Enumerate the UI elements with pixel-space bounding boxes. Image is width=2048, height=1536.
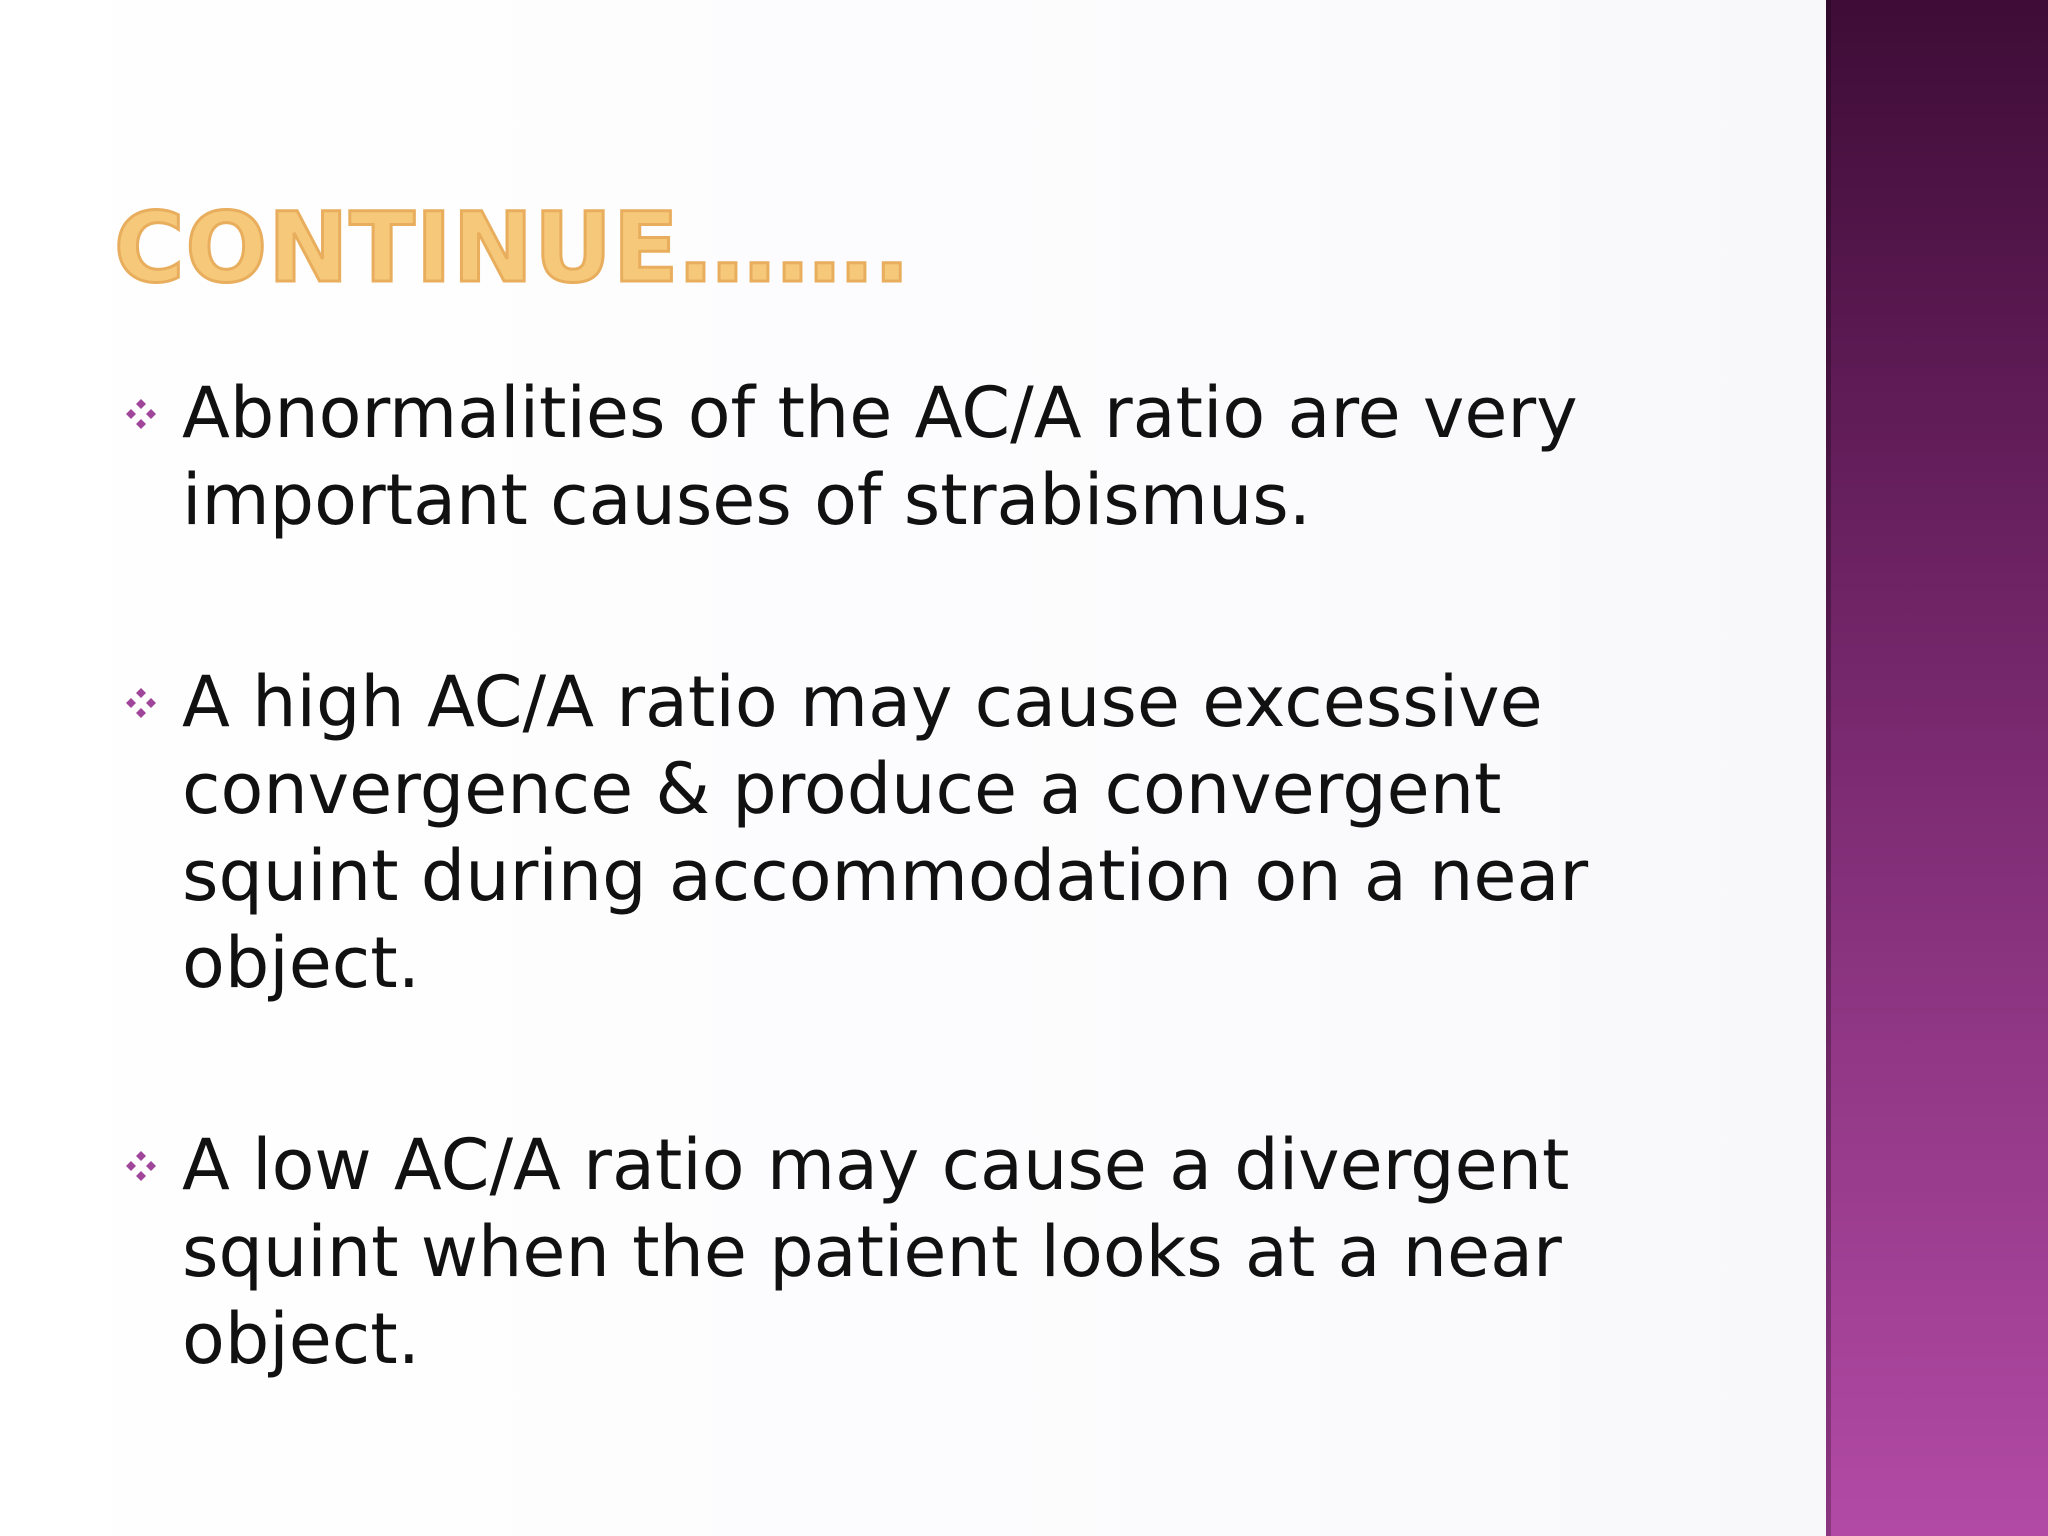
decorative-sidebar	[1826, 0, 2048, 1536]
list-item	[124, 659, 1664, 1007]
bullet-text: A low AC/A ratio may cause a divergent squint when the patient looks at a near object.	[182, 1124, 1570, 1380]
slide-title: CONTINUE…….	[114, 192, 911, 304]
diamond-bullet-icon	[124, 659, 182, 746]
diamond-bullet-icon	[124, 1122, 182, 1209]
diamond-bullet-icon	[124, 370, 182, 457]
bullet-list	[124, 370, 1664, 1383]
list-item	[124, 1122, 1664, 1383]
bullet-text: Abnormalities of the AC/A ratio are very important causes of strabismus.	[182, 372, 1578, 541]
list-item	[124, 370, 1664, 544]
bullet-text: A high AC/A ratio may cause excessive convergence & produce a convergent squint during accommodation on a near object.	[182, 661, 1589, 1004]
